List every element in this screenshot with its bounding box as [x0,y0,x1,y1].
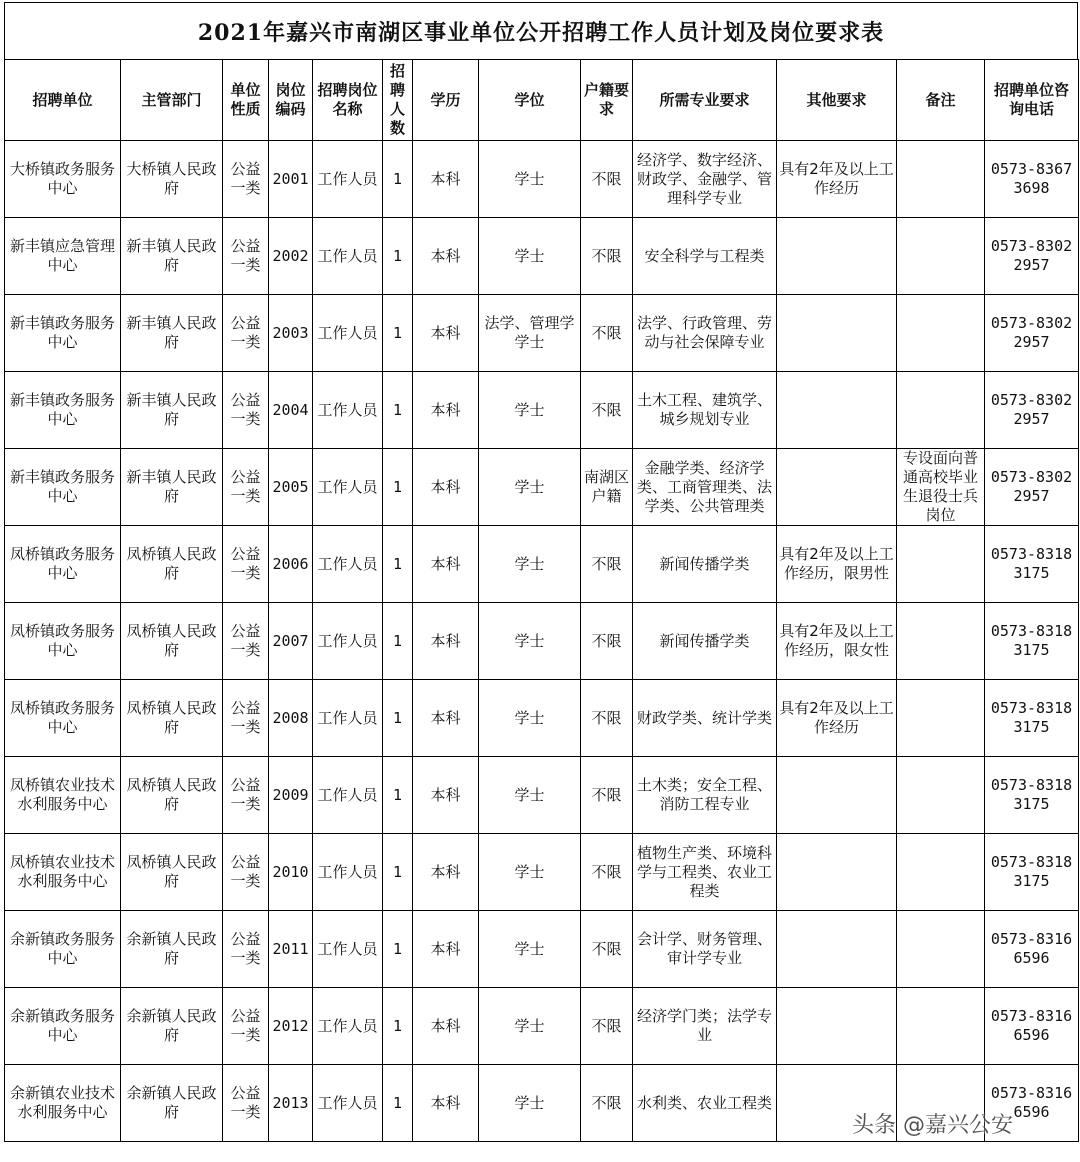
phone-cell: 0573-83022957 [985,449,1079,526]
unit-cell: 余新镇政务服务中心 [5,988,121,1065]
column-header: 户籍要求 [581,60,633,141]
note-cell [897,141,985,218]
note-cell [897,757,985,834]
phone-cell: 0573-83022957 [985,372,1079,449]
table-body [5,141,1079,1142]
other-cell: 具有2年及以上工作经历，限男性 [777,526,897,603]
dept-cell: 凤桥镇人民政府 [121,680,223,757]
note-cell [897,680,985,757]
major-cell: 新闻传播学类 [633,603,777,680]
dept-cell: 新丰镇人民政府 [121,295,223,372]
count-cell: 1 [383,988,413,1065]
dept-cell: 凤桥镇人民政府 [121,526,223,603]
edu-cell: 本科 [413,141,479,218]
code-cell: 2013 [269,1065,313,1142]
column-header: 所需专业要求 [633,60,777,141]
note-cell [897,218,985,295]
edu-cell: 本科 [413,295,479,372]
table-row [5,988,1079,1065]
degree-cell: 学士 [479,1065,581,1142]
major-cell: 会计学、财务管理、审计学专业 [633,911,777,988]
unit-cell: 凤桥镇政务服务中心 [5,526,121,603]
note-cell [897,372,985,449]
phone-cell: 0573-83022957 [985,295,1079,372]
hukou-cell: 不限 [581,526,633,603]
other-cell [777,834,897,911]
table-row [5,526,1079,603]
degree-cell: 学士 [479,834,581,911]
count-cell: 1 [383,526,413,603]
nature-cell: 公益一类 [223,372,269,449]
dept-cell: 凤桥镇人民政府 [121,603,223,680]
note-cell [897,603,985,680]
position-cell: 工作人员 [313,449,383,526]
nature-cell: 公益一类 [223,1065,269,1142]
table-row [5,141,1079,218]
dept-cell: 余新镇人民政府 [121,911,223,988]
column-header: 备注 [897,60,985,141]
code-cell: 2001 [269,141,313,218]
hukou-cell: 不限 [581,295,633,372]
count-cell: 1 [383,141,413,218]
degree-cell: 学士 [479,141,581,218]
hukou-cell: 不限 [581,988,633,1065]
position-cell: 工作人员 [313,680,383,757]
degree-cell: 学士 [479,680,581,757]
hukou-cell: 不限 [581,1065,633,1142]
other-cell: 具有2年及以上工作经历，限女性 [777,603,897,680]
unit-cell: 凤桥镇政务服务中心 [5,603,121,680]
table-row [5,218,1079,295]
code-cell: 2007 [269,603,313,680]
code-cell: 2009 [269,757,313,834]
unit-cell: 新丰镇政务服务中心 [5,295,121,372]
position-cell: 工作人员 [313,911,383,988]
nature-cell: 公益一类 [223,757,269,834]
major-cell: 财政学类、统计学类 [633,680,777,757]
watermark-text: 头条 @嘉兴公安 [852,1113,1013,1138]
edu-cell: 本科 [413,526,479,603]
other-cell [777,449,897,526]
degree-cell: 学士 [479,526,581,603]
major-cell: 经济学、数字经济、财政学、金融学、管理科学专业 [633,141,777,218]
column-header: 学历 [413,60,479,141]
position-cell: 工作人员 [313,834,383,911]
hukou-cell: 不限 [581,218,633,295]
major-cell: 法学、行政管理、劳动与社会保障专业 [633,295,777,372]
note-cell [897,295,985,372]
unit-cell: 余新镇农业技术水利服务中心 [5,1065,121,1142]
column-header: 招聘单位 [5,60,121,141]
edu-cell: 本科 [413,911,479,988]
other-cell: 具有2年及以上工作经历 [777,141,897,218]
hukou-cell: 南湖区户籍 [581,449,633,526]
count-cell: 1 [383,449,413,526]
hukou-cell: 不限 [581,757,633,834]
nature-cell: 公益一类 [223,218,269,295]
degree-cell: 学士 [479,757,581,834]
dept-cell: 凤桥镇人民政府 [121,757,223,834]
phone-cell: 0573-83166596 [985,911,1079,988]
major-cell: 经济学门类；法学专业 [633,988,777,1065]
phone-cell: 0573-83183175 [985,526,1079,603]
phone-cell: 0573-83673698 [985,141,1079,218]
unit-cell: 余新镇政务服务中心 [5,911,121,988]
column-header: 其他要求 [777,60,897,141]
degree-cell: 学士 [479,218,581,295]
code-cell: 2005 [269,449,313,526]
nature-cell: 公益一类 [223,911,269,988]
column-header: 招聘岗位名称 [313,60,383,141]
count-cell: 1 [383,372,413,449]
phone-cell: 0573-83183175 [985,603,1079,680]
table-row [5,757,1079,834]
count-cell: 1 [383,295,413,372]
dept-cell: 余新镇人民政府 [121,988,223,1065]
position-cell: 工作人员 [313,372,383,449]
major-cell: 金融学类、经济学类、工商管理类、法学类、公共管理类 [633,449,777,526]
count-cell: 1 [383,1065,413,1142]
table-row [5,603,1079,680]
column-header: 学位 [479,60,581,141]
table-row [5,911,1079,988]
nature-cell: 公益一类 [223,449,269,526]
other-cell [777,911,897,988]
phone-cell: 0573-83183175 [985,757,1079,834]
code-cell: 2010 [269,834,313,911]
column-header: 招聘单位咨询电话 [985,60,1079,141]
edu-cell: 本科 [413,372,479,449]
count-cell: 1 [383,603,413,680]
edu-cell: 本科 [413,218,479,295]
other-cell [777,218,897,295]
header-row [5,60,1079,141]
column-header: 主管部门 [121,60,223,141]
note-cell [897,834,985,911]
edu-cell: 本科 [413,603,479,680]
major-cell: 土木工程、建筑学、城乡规划专业 [633,372,777,449]
count-cell: 1 [383,757,413,834]
nature-cell: 公益一类 [223,988,269,1065]
nature-cell: 公益一类 [223,526,269,603]
column-header: 招聘人数 [383,60,413,141]
major-cell: 新闻传播学类 [633,526,777,603]
nature-cell: 公益一类 [223,295,269,372]
dept-cell: 新丰镇人民政府 [121,372,223,449]
nature-cell: 公益一类 [223,680,269,757]
phone-cell: 0573-83183175 [985,834,1079,911]
nature-cell: 公益一类 [223,834,269,911]
degree-cell: 法学、管理学学士 [479,295,581,372]
code-cell: 2002 [269,218,313,295]
phone-cell: 0573-83183175 [985,680,1079,757]
code-cell: 2008 [269,680,313,757]
degree-cell: 学士 [479,988,581,1065]
unit-cell: 新丰镇应急管理中心 [5,218,121,295]
degree-cell: 学士 [479,449,581,526]
phone-cell: 0573-83166596 [985,1065,1079,1142]
major-cell: 植物生产类、环境科学与工程类、农业工程类 [633,834,777,911]
hukou-cell: 不限 [581,834,633,911]
hukou-cell: 不限 [581,141,633,218]
dept-cell: 大桥镇人民政府 [121,141,223,218]
nature-cell: 公益一类 [223,603,269,680]
code-cell: 2012 [269,988,313,1065]
hukou-cell: 不限 [581,603,633,680]
unit-cell: 凤桥镇政务服务中心 [5,680,121,757]
hukou-cell: 不限 [581,372,633,449]
dept-cell: 新丰镇人民政府 [121,449,223,526]
position-cell: 工作人员 [313,141,383,218]
unit-cell: 大桥镇政务服务中心 [5,141,121,218]
note-cell [897,911,985,988]
position-cell: 工作人员 [313,603,383,680]
major-cell: 安全科学与工程类 [633,218,777,295]
degree-cell: 学士 [479,372,581,449]
table-row [5,680,1079,757]
degree-cell: 学士 [479,911,581,988]
edu-cell: 本科 [413,680,479,757]
position-cell: 工作人员 [313,757,383,834]
hukou-cell: 不限 [581,911,633,988]
column-header: 岗位编码 [269,60,313,141]
other-cell [777,372,897,449]
unit-cell: 凤桥镇农业技术水利服务中心 [5,757,121,834]
recruitment-table [4,59,1079,1142]
table-row [5,295,1079,372]
position-cell: 工作人员 [313,218,383,295]
position-cell: 工作人员 [313,526,383,603]
other-cell [777,988,897,1065]
phone-cell: 0573-83022957 [985,218,1079,295]
dept-cell: 凤桥镇人民政府 [121,834,223,911]
count-cell: 1 [383,218,413,295]
edu-cell: 本科 [413,834,479,911]
phone-cell: 0573-83166596 [985,988,1079,1065]
document-title: 2021年嘉兴市南湖区事业单位公开招聘工作人员计划及岗位要求表 [4,2,1078,60]
dept-cell: 新丰镇人民政府 [121,218,223,295]
code-cell: 2011 [269,911,313,988]
edu-cell: 本科 [413,1065,479,1142]
degree-cell: 学士 [479,603,581,680]
unit-cell: 新丰镇政务服务中心 [5,449,121,526]
code-cell: 2003 [269,295,313,372]
other-cell: 具有2年及以上工作经历 [777,680,897,757]
note-cell: 专设面向普通高校毕业生退役士兵岗位 [897,449,985,526]
edu-cell: 本科 [413,449,479,526]
code-cell: 2006 [269,526,313,603]
table-row [5,449,1079,526]
table-row [5,834,1079,911]
edu-cell: 本科 [413,757,479,834]
unit-cell: 新丰镇政务服务中心 [5,372,121,449]
dept-cell: 余新镇人民政府 [121,1065,223,1142]
count-cell: 1 [383,911,413,988]
other-cell [777,757,897,834]
count-cell: 1 [383,680,413,757]
position-cell: 工作人员 [313,1065,383,1142]
unit-cell: 凤桥镇农业技术水利服务中心 [5,834,121,911]
table-row [5,372,1079,449]
hukou-cell: 不限 [581,680,633,757]
major-cell: 土木类；安全工程、消防工程专业 [633,757,777,834]
note-cell [897,988,985,1065]
edu-cell: 本科 [413,988,479,1065]
count-cell: 1 [383,834,413,911]
code-cell: 2004 [269,372,313,449]
other-cell [777,295,897,372]
position-cell: 工作人员 [313,295,383,372]
position-cell: 工作人员 [313,988,383,1065]
major-cell: 水利类、农业工程类 [633,1065,777,1142]
nature-cell: 公益一类 [223,141,269,218]
column-header: 单位性质 [223,60,269,141]
note-cell [897,526,985,603]
